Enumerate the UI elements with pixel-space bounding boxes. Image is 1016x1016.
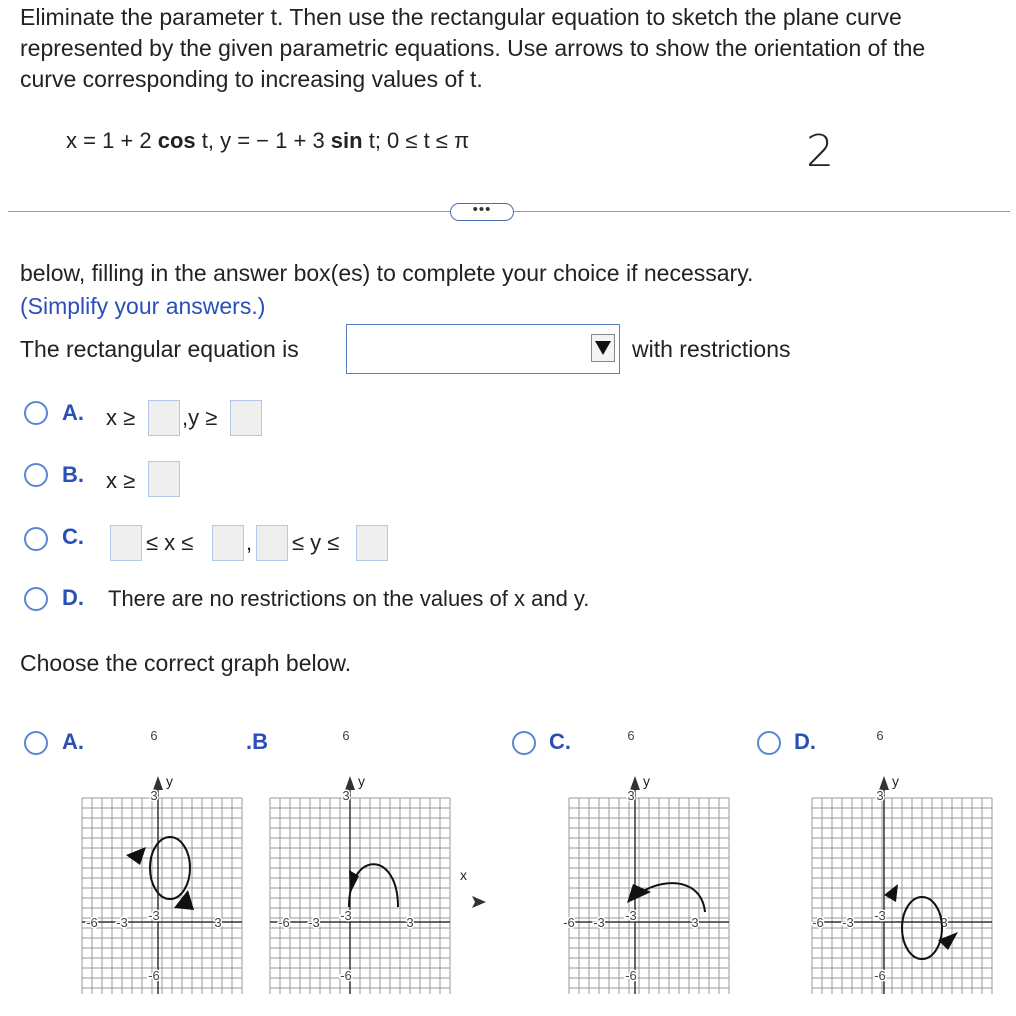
dropdown-arrow-icon[interactable]	[591, 334, 615, 362]
x-tick-label: 3	[691, 915, 699, 930]
rect-equation-label: The rectangular equation is	[20, 336, 299, 362]
x-tick-label: -3	[593, 915, 605, 930]
option-c-ymax-input[interactable]	[356, 525, 388, 561]
option-c-x-label: ≤ x ≤	[146, 530, 194, 555]
x-tick-label: -6	[86, 915, 98, 930]
graph-c-letter: C.	[549, 729, 571, 754]
y-axis-label: y	[166, 773, 173, 789]
option-d-radio[interactable]	[24, 587, 48, 611]
option-c-radio[interactable]	[24, 527, 48, 551]
y-tick-label: 6	[876, 728, 884, 743]
graph-d-grid	[812, 728, 992, 994]
graph-c	[545, 728, 750, 1010]
graph-a-letter: A.	[62, 729, 84, 754]
x-tick-label: -3	[116, 915, 128, 930]
graph-b-x-arrow-icon	[472, 896, 486, 908]
graph-a-arrow-icon	[174, 890, 194, 910]
option-a-letter: A.	[62, 400, 84, 425]
option-c-xmin-input[interactable]	[110, 525, 142, 561]
x-tick-label: -6	[812, 915, 824, 930]
x-tick-label: -3	[308, 915, 320, 930]
y-tick-label: 3	[150, 788, 158, 803]
y-tick-label: -6	[874, 968, 886, 983]
option-c-ymin-input[interactable]	[256, 525, 288, 561]
graph-a-arrow-icon	[126, 847, 146, 865]
option-a-x-label: x ≥	[106, 405, 136, 430]
with-restrictions-label: with restrictions	[632, 336, 791, 362]
y-tick-label: -6	[340, 968, 352, 983]
option-d-letter: D.	[62, 585, 84, 610]
y-tick-label: 3	[876, 788, 884, 803]
option-a-y-label: ,y ≥	[182, 405, 218, 430]
rect-equation-dropdown[interactable]	[346, 324, 620, 374]
option-a-x-input[interactable]	[148, 400, 180, 436]
option-a-radio[interactable]	[24, 401, 48, 425]
y-tick-label: -3	[340, 908, 352, 923]
option-b-x-input[interactable]	[148, 461, 180, 497]
handwritten-note: 2	[806, 126, 834, 177]
y-tick-label: 3	[342, 788, 350, 803]
graph-prompt: Choose the correct graph below.	[20, 650, 352, 676]
graph-d-arrow-icon	[884, 884, 898, 902]
show-more-button[interactable]: •••	[450, 203, 514, 221]
option-b-x-label: x ≥	[106, 468, 136, 493]
option-a-y-input[interactable]	[230, 400, 262, 436]
graph-a	[70, 728, 260, 1010]
y-tick-label: -6	[148, 968, 160, 983]
graph-b	[260, 728, 500, 1010]
option-c-y-label: ≤ y ≤	[292, 530, 340, 555]
y-tick-label: 6	[342, 728, 350, 743]
simplify-hint: (Simplify your answers.)	[20, 293, 266, 319]
y-tick-label: 6	[627, 728, 635, 743]
graph-b-grid	[270, 728, 450, 994]
option-c-comma: ,	[246, 530, 253, 555]
option-b-radio[interactable]	[24, 463, 48, 487]
graph-d-letter: D.	[794, 729, 816, 754]
x-tick-label: 3	[406, 915, 414, 930]
y-tick-label: 6	[150, 728, 158, 743]
graph-d	[790, 728, 1005, 1010]
graph-c-radio[interactable]	[512, 731, 536, 755]
graph-b-letter: B.	[245, 729, 268, 754]
option-b-letter: B.	[62, 462, 84, 487]
option-d-text: There are no restrictions on the values of x and y.	[108, 586, 590, 611]
y-tick-label: -3	[625, 908, 637, 923]
y-tick-label: -6	[625, 968, 637, 983]
graph-d-radio[interactable]	[757, 731, 781, 755]
y-axis-label: y	[358, 773, 365, 789]
y-tick-label: 3	[627, 788, 635, 803]
x-tick-label: 3	[214, 915, 222, 930]
y-axis-label: y	[643, 773, 650, 789]
y-tick-label: -3	[874, 908, 886, 923]
graph-a-grid	[82, 728, 242, 994]
x-tick-label: -6	[563, 915, 575, 930]
graph-c-grid	[563, 728, 729, 994]
x-tick-label: -6	[278, 915, 290, 930]
option-c-letter: C.	[62, 524, 84, 549]
parametric-equations: x = 1 + 2 cos t, y = − 1 + 3 sin t; 0 ≤ t ≤ π	[66, 128, 470, 153]
graph-a-radio[interactable]	[24, 731, 48, 755]
graph-b-x-label: x	[460, 867, 467, 883]
option-c-xmax-input[interactable]	[212, 525, 244, 561]
part1-prompt: below, filling in the answer box(es) to complete your choice if necessary.	[20, 260, 754, 286]
graph-b-curve	[349, 864, 398, 907]
y-axis-label: y	[892, 773, 899, 789]
question-instructions: Eliminate the parameter t. Then use the rectangular equation to sketch the plane curve represented by the given parametric equations. Use arrows to show the orientation of the curve corresponding to increasing values of t.	[20, 4, 926, 92]
x-tick-label: 3	[940, 915, 948, 930]
x-tick-label: -3	[842, 915, 854, 930]
y-tick-label: -3	[148, 908, 160, 923]
